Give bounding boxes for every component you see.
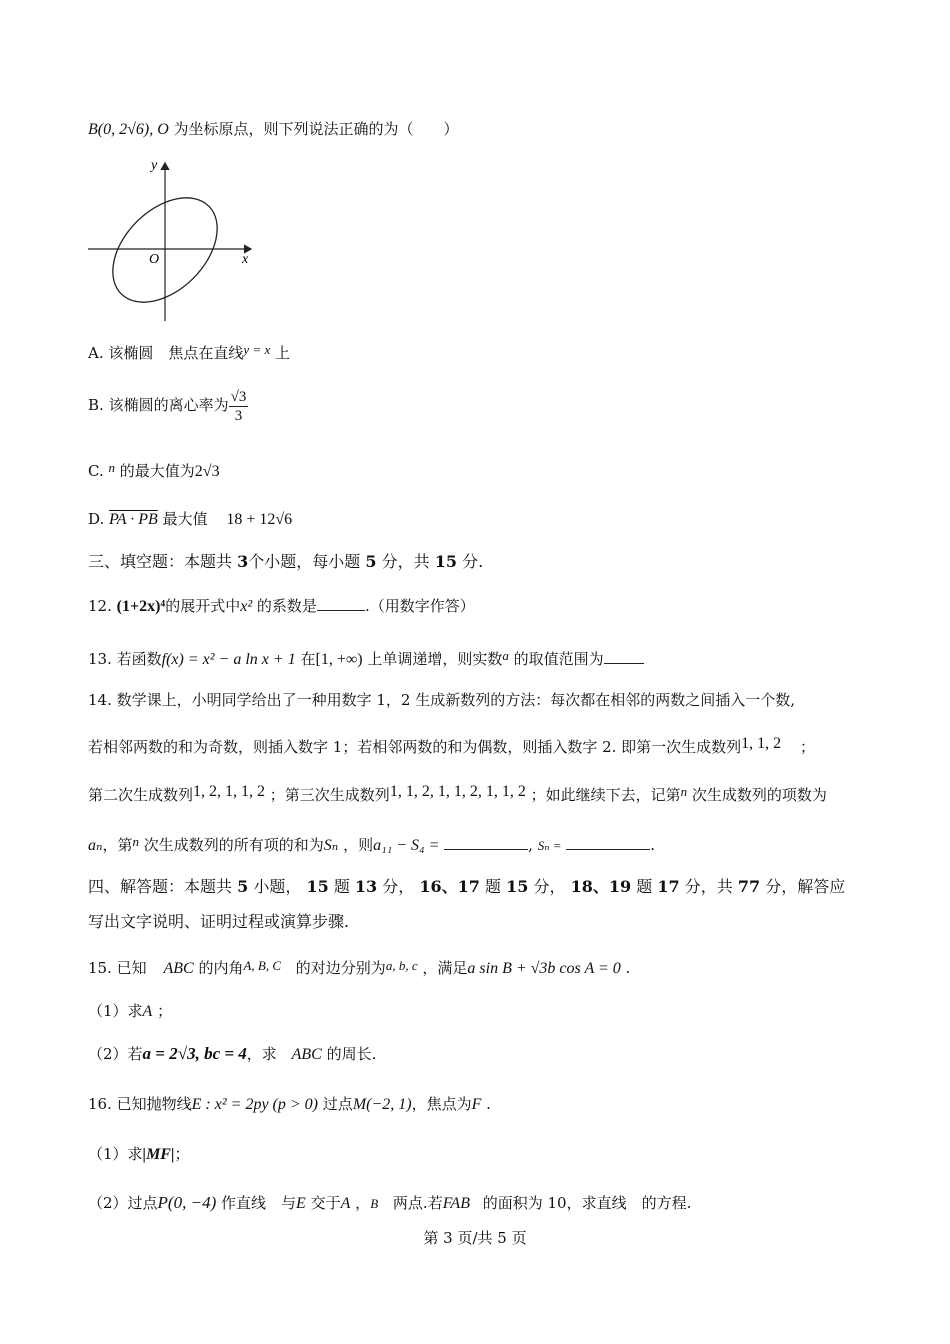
option-b-numerator: √3 — [230, 388, 247, 405]
option-d — [88, 508, 292, 531]
q15-part-1 — [88, 1000, 172, 1023]
q15-part-2-triangle: ABC — [291, 1046, 322, 1063]
q14-expr: a₁₁ − S₄ = — [373, 837, 440, 854]
option-a — [88, 339, 290, 364]
s4-n2: 15 — [306, 877, 329, 896]
q14-seq-3: 1, 1, 2, 1, 1, 2, 1, 1, 2 — [389, 783, 526, 800]
q16-curve-e: E — [296, 1195, 306, 1212]
q15-condition: a sin B + √3b cos A = 0 — [467, 960, 621, 977]
ellipse-figure — [85, 155, 260, 325]
option-d-label: D. — [88, 510, 105, 528]
q12-number: 12. — [88, 597, 112, 615]
q15-part-2-end: 的周长. — [326, 1045, 377, 1063]
x-label: x — [242, 252, 249, 267]
s4-n1: 5 — [237, 877, 249, 896]
q15-text-c: 的对边分别为 — [295, 959, 386, 977]
option-a-text: 该椭圆 焦点在直线 — [108, 344, 244, 362]
q14-text-3c: ；如此继续下去，记第 — [530, 786, 681, 804]
q14-text-3d: 次生成数列的项数为 — [691, 786, 827, 804]
q14-text-1: 14. 数学课上，小明同学给出了一种用数字 1，2 生成新数列的方法：每次都在相邻的两数之间插入一个数, — [88, 691, 796, 709]
q15-text-b: 的内角 — [198, 959, 244, 977]
question-14-line-1 — [88, 689, 795, 711]
option-d-value: 18 + 12√6 — [226, 511, 293, 528]
question-15 — [88, 955, 630, 980]
q14-text-3: 第二次生成数列 — [88, 786, 194, 804]
q14-text-4b: 次生成数列的所有项的和为 — [143, 836, 324, 854]
option-b-fraction — [229, 388, 249, 425]
q16-text-b: 过点 — [322, 1095, 353, 1113]
q15-part-2 — [88, 1043, 376, 1066]
q13-number: 13. — [88, 650, 112, 668]
q14-sn: Sₙ — [323, 837, 339, 854]
section-3-points: 5 — [365, 552, 377, 571]
intro-text: 为坐标原点，则下列说法正确的为（ ） — [173, 120, 459, 138]
q15-sides: a, b, c — [385, 958, 418, 973]
option-d-vector: PA · PB — [109, 511, 158, 528]
option-b-text: 该椭圆的离心率为 — [108, 396, 229, 414]
q14-period: . — [650, 836, 656, 854]
s4-n3: 13 — [354, 877, 378, 896]
q13-interval: [1, +∞) — [315, 651, 363, 668]
q12-term: x² — [240, 598, 253, 615]
q14-answer-blank-2[interactable] — [566, 835, 650, 850]
option-b-label: B. — [88, 396, 104, 414]
q12-text-c: .（用数字作答） — [364, 597, 475, 615]
question-13 — [88, 645, 644, 671]
option-c-math: n — [108, 460, 115, 475]
option-a-label: A. — [88, 344, 104, 362]
q14-text-2: 若相邻两数的和为奇数，则插入数字 1；若相邻两数的和为偶数，则插入数字 2. 即第一次生成数列 — [88, 738, 742, 756]
q13-var: a — [502, 648, 509, 663]
q16-text-c: ，焦点为 — [411, 1095, 472, 1113]
section-3-text: 三、填空题：本题共 — [88, 552, 233, 571]
q15-part-1-label: （1）求 — [88, 1002, 143, 1020]
q14-seq-1: 1, 1, 2 — [741, 735, 782, 752]
origin-label: O — [149, 252, 160, 267]
question-12 — [88, 595, 475, 618]
s4-text-i: 分，解答应 — [765, 877, 846, 896]
q16-part-1 — [88, 1143, 190, 1166]
q14-text-2b: ； — [799, 738, 815, 756]
s4-text-b: 小题， — [253, 877, 302, 896]
q15-part-1-end: ； — [157, 1002, 173, 1020]
s4-text-f: 分， — [533, 877, 566, 896]
q16-point-m: M(−2, 1) — [352, 1096, 412, 1113]
question-intro — [88, 118, 459, 141]
q14-an: aₙ — [88, 837, 103, 854]
section-3-text-c: 分，共 — [381, 552, 430, 571]
q16-parabola: E : x² = 2py (p > 0) — [191, 1096, 319, 1113]
q16-comma: ， — [355, 1194, 371, 1212]
q15-part-1-math: A — [142, 1003, 153, 1020]
option-b — [88, 380, 248, 430]
q16-part-2-text: 作直线 与 — [221, 1194, 297, 1212]
q12-answer-blank[interactable] — [317, 596, 365, 611]
q16-part-2-text-b: 交于 — [310, 1194, 341, 1212]
q12-text-b: 的系数是 — [256, 597, 317, 615]
q16-part-2-text-c: 两点.若 — [392, 1194, 443, 1212]
section-3-total: 15 — [434, 552, 457, 571]
q16-focus: F — [471, 1096, 482, 1113]
q13-text: 若函数 — [116, 650, 162, 668]
q16-part-1-label: （1）求 — [88, 1145, 143, 1163]
q15-text-d: ，满足 — [422, 959, 468, 977]
q16-part-2-label: （2）过点 — [88, 1194, 158, 1212]
s4-text-c: 题 — [333, 877, 350, 896]
q15-triangle: ABC — [163, 960, 194, 977]
q15-number: 15. — [88, 959, 112, 977]
s4-n8: 77 — [737, 877, 761, 896]
q14-text-3b: ；第三次生成数列 — [269, 786, 390, 804]
question-14-line-4 — [88, 831, 655, 857]
option-b-denominator: 3 — [234, 407, 243, 424]
s4-text-g: 题 — [636, 877, 653, 896]
q16-part-1-math: |MF| — [142, 1146, 175, 1163]
q15-period: . — [625, 959, 631, 977]
q14-text-4: ，第 — [102, 836, 133, 854]
q14-comma: , — [528, 836, 533, 854]
q14-seq-2: 1, 2, 1, 1, 2 — [193, 783, 266, 800]
s4-text-h: 分，共 — [684, 877, 733, 896]
q14-n: n — [680, 784, 688, 799]
s4-text-line2: 写出文字说明、证明过程或演算步骤. — [88, 912, 350, 931]
intro-math: B(0, 2√6), O — [88, 121, 169, 138]
section-3-text-d: 分. — [462, 552, 484, 571]
s4-n6: 18、19 — [570, 877, 632, 896]
q13-text-d: 的取值范围为 — [513, 650, 604, 668]
page-footer: 第 3 页/共 5 页 — [423, 1229, 527, 1247]
section-3-count: 3 — [237, 552, 249, 571]
q16-point-a: A — [340, 1195, 351, 1212]
q15-part-2-label: （2）若 — [88, 1045, 143, 1063]
section-3-text-b: 个小题，每小题 — [248, 552, 361, 571]
q15-part-2-mid: ，求 — [246, 1045, 277, 1063]
q13-text-b: 在 — [300, 650, 316, 668]
q14-text-4c: ，则 — [343, 836, 374, 854]
s4-n7: 17 — [657, 877, 680, 896]
option-c-label: C. — [88, 462, 104, 480]
option-a-text-end: 上 — [275, 344, 291, 362]
q12-expression: (1+2x)⁴ — [116, 598, 166, 615]
q13-text-c: 上单调递增，则实数 — [367, 650, 503, 668]
option-c-text: 的最大值为 — [119, 462, 195, 480]
s4-n5: 15 — [506, 877, 529, 896]
section-4-heading-line-2 — [88, 911, 349, 933]
q14-sn-eq: Sₙ = — [537, 838, 562, 853]
question-16 — [88, 1093, 491, 1116]
q16-period: . — [486, 1095, 491, 1113]
q13-function: f(x) = x² − a ln x + 1 — [161, 651, 296, 668]
option-c-value: 2√3 — [194, 463, 220, 480]
s4-text-a: 四、解答题：本题共 — [88, 877, 233, 896]
q16-part-1-end: ； — [174, 1145, 190, 1163]
section-3-heading — [88, 551, 483, 573]
q15-text: 已知 — [116, 959, 147, 977]
y-label: y — [151, 158, 158, 173]
s4-text-d: 分， — [382, 877, 415, 896]
q16-triangle: FAB — [442, 1195, 470, 1212]
question-14-line-2 — [88, 733, 815, 758]
q16-part-2-text-d: 的面积为 10，求直线 的方程. — [482, 1194, 692, 1212]
option-d-text: 最大值 — [162, 510, 208, 528]
q12-text: 的展开式中 — [165, 597, 241, 615]
question-14-line-3 — [88, 781, 827, 806]
q15-angles: A, B, C — [243, 958, 282, 973]
q15-part-2-math: a = 2√3, bc = 4 — [142, 1044, 247, 1063]
option-a-math: y = x — [243, 342, 271, 357]
s4-n4: 16、17 — [419, 877, 480, 896]
q13-answer-blank[interactable] — [604, 649, 644, 664]
q14-answer-blank-1[interactable] — [444, 835, 528, 850]
option-c — [88, 457, 220, 483]
q16-point-p: P(0, −4) — [157, 1193, 217, 1212]
q14-n2: n — [132, 834, 139, 849]
q16-text: 已知抛物线 — [116, 1095, 192, 1113]
section-4-heading-line-1 — [88, 876, 845, 898]
q16-number: 16. — [88, 1095, 112, 1113]
q16-point-b: B — [370, 1196, 379, 1211]
q16-part-2 — [88, 1192, 691, 1215]
s4-text-e: 题 — [485, 877, 502, 896]
